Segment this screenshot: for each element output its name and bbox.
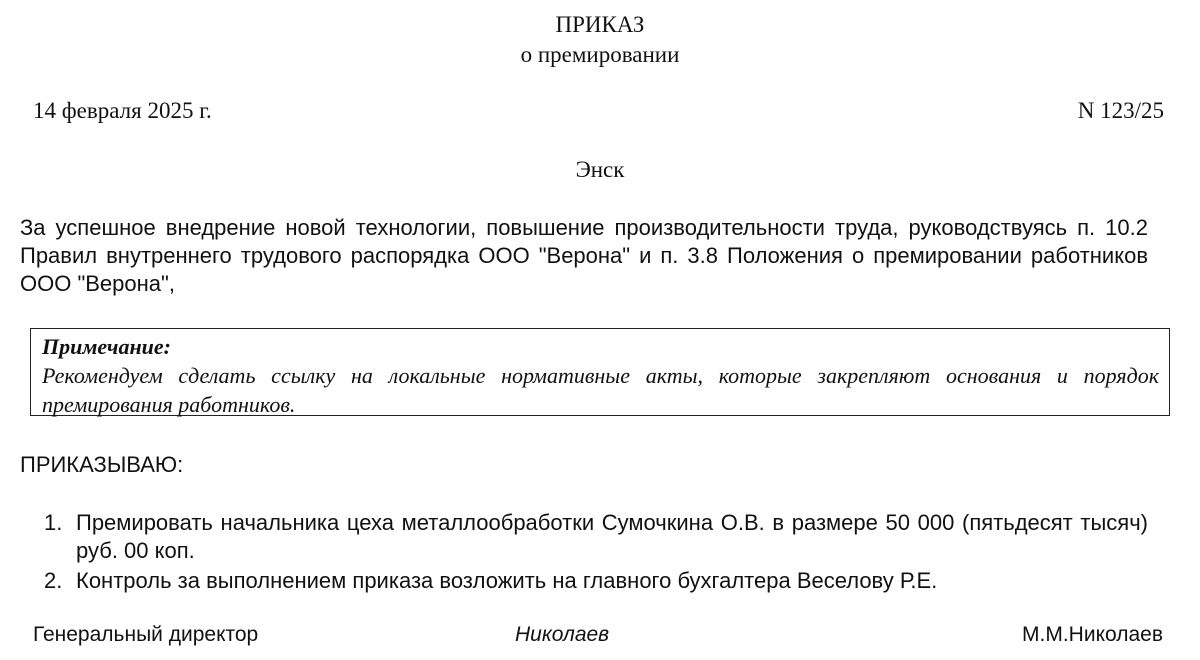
signer-position: Генеральный директор — [33, 623, 259, 646]
note-box — [30, 328, 1170, 416]
preamble-paragraph: За успешное внедрение новой технологии, повышение производительности труда, руководствуясь п. 10.2 Правил внутреннего трудового распорядка ООО "Верона" и п. 3.8 Положения о премировании работников ООО "Верона", — [20, 215, 1148, 296]
document-city: Энск — [575, 157, 625, 182]
note-text: Рекомендуем сделать ссылку на локальные нормативные акты, которые закрепляют основания и порядок премирования работников. — [42, 363, 1159, 417]
order-heading: ПРИКАЗЫВАЮ: — [20, 452, 184, 477]
note-title: Примечание: — [42, 334, 171, 359]
order-item-number: 1. — [44, 510, 63, 535]
order-item-text: Контроль за выполнением приказа возложить на главного бухгалтера Веселову Р.Е. — [76, 568, 938, 593]
document-number: N 123/25 — [1077, 98, 1164, 123]
order-item-number: 2. — [44, 568, 63, 593]
document-date: 14 февраля 2025 г. — [33, 98, 212, 123]
order-item-text: Премировать начальника цеха металлообработки Сумочкина О.В. в размере 50 000 (пятьдесят тысяч) руб. 00 коп. — [76, 510, 1148, 563]
order-list — [20, 509, 1148, 597]
order-item-2 — [20, 567, 1148, 595]
document-title: ПРИКАЗ — [555, 12, 645, 37]
order-item-1 — [20, 509, 1148, 565]
document-subtitle: о премировании — [520, 42, 680, 67]
signature-mark: Николаев — [515, 623, 610, 646]
signer-name: М.М.Николаев — [1022, 623, 1163, 646]
